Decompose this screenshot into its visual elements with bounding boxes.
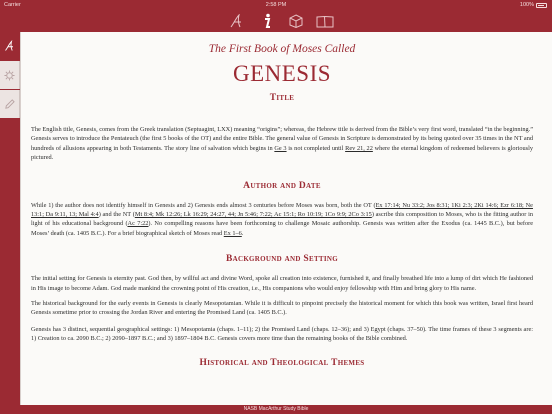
battery-percent: 100% [519, 2, 534, 8]
cube-button[interactable] [285, 12, 307, 30]
side-tab-settings[interactable] [0, 61, 20, 89]
script-a-icon [4, 40, 16, 52]
info-button[interactable] [256, 12, 278, 30]
scripture-link[interactable]: Rev 21, 22 [345, 144, 373, 152]
side-tab-notes[interactable] [0, 90, 20, 118]
pencil-icon [4, 99, 15, 110]
script-a-button[interactable] [226, 12, 248, 30]
info-icon [262, 13, 272, 29]
scripture-link[interactable]: Ge 3 [274, 144, 287, 152]
script-a-icon [229, 14, 245, 28]
side-tab-bar [0, 32, 20, 132]
scripture-link[interactable]: Ex 17:14; Nu 33:2; Jos 8:31; 1Ki 2:3; 2Ki 14:6; Ezr 6:18; Ne 13:1; Da 9:11, 13; Mal 4:4 [31, 201, 533, 219]
status-bar [0, 0, 552, 10]
clock-time: 2:58 PM [265, 2, 287, 8]
top-toolbar [0, 10, 552, 32]
battery-status [520, 2, 547, 8]
battery-icon [536, 3, 547, 8]
section-heading-title: Title [269, 93, 295, 103]
background-paragraph: The historical background for the early events in Genesis is clearly Mesopotamian. While it is difficult to pinpoint precisely the historical moment for which this book was written, Israel first heard Genesis sometime prior to crossing the Jordan River and entering the Promised Land (ca. 1405 B.C.). [31, 300, 533, 317]
scripture-link[interactable]: Ex 1–6 [223, 229, 242, 237]
book-button[interactable] [314, 12, 336, 30]
background-paragraph: The initial setting for Genesis is eternity past. God then, by willful act and divine Word, spoke all creation into existence, furnished it, and finally breathed life into a lump of dirt which He fashioned in His image to become Adam. God made mankind the crowning point of His creation, i.e., His companions who would enjoy fellowship with Him and bring glory to His name. [31, 275, 533, 292]
book-title: GENESIS [232, 61, 332, 86]
author-paragraph: While 1) the author does not identify himself in Genesis and 2) Genesis ends almost 3 centuries before Moses was born, both the OT (Ex 17:14; Nu 33:2; Jos 8:31; 1Ki 2:3; 2Ki 14:6; Ezr 6:18; Ne 13:1; Da 9:11, 13; Mal 4:4) and the NT (Mt 8:4; Mk 12:26; Lk 16:29; 24:27, 44; Jn 5:46; 7:22; Ac 15:1; Ro 10:19; 1Co 9:9; 2Co 3:15) ascribe this composition to Moses, who is the fitting author in light of his educational background (Ac 7:22). No compelling reasons have been forthcoming to challenge Mosaic authorship. Genesis was written after the Exodus (ca. 1445 B.C.), but before Moses’ death (ca. 1405 B.C.). For a brief biographical sketch of Moses read Ex 1–6. [31, 201, 534, 237]
scripture-link[interactable]: Ac 7:22 [127, 220, 149, 228]
background-paragraph: Genesis has 3 distinct, sequential geographical settings: 1) Mesopotamia (chaps. 1–11); 2) the Promised Land (chaps. 12–36); and 3) Egypt (chaps. 37–50). The time frames of these 3 segments are: 1) Creation to ca. 2090 B.C.; 2) 2090–1897 B.C.; and 3) 1897–1804 B.C. Genesis covers more time than the remaining books of the Bible combined. [31, 325, 533, 343]
scripture-link[interactable]: Mt 8:4; Mk 12:26; Lk 16:29; 24:27, 44; Jn 5:46; 7:22; Ac 15:1; Ro 10:19; 1Co 9:9; 2Co 3:15 [134, 211, 372, 219]
title-paragraph: The English title, Genesis, comes from the Greek translation (Septuagint, LXX) meaning “origins”; whereas, the Hebrew title is derived from the Bible’s very first word, translated “in the beginning.” Genesis serves to introduce the Pentateuch (the first 5 books of the OT) and the entire Bible. The general value of Genesis in Scripture is demonstrated by its being quoted over 35 times in the NT and hundreds of allusions appearing in both Testaments. The story line of salvation which begins in Ge 3 is not completed until Rev 21, 22 where the eternal kingdom of redeemed believers is gloriously pictured. [31, 126, 533, 162]
section-heading-themes: Historical and Theological Themes [199, 357, 365, 368]
section-heading-author: Author and Date [243, 180, 321, 191]
bottom-bar: NASB MacArthur Study Bible [0, 405, 552, 414]
carrier-label: Carrier [4, 2, 21, 8]
section-heading-background: Background and Setting [225, 254, 339, 265]
reading-pane[interactable] [20, 32, 552, 405]
side-strip [0, 118, 10, 404]
book-icon [316, 15, 334, 28]
gear-icon [4, 70, 15, 81]
cube-icon [289, 14, 303, 28]
book-subtitle: The First Book of Moses Called [208, 43, 356, 55]
side-tab-script[interactable] [0, 32, 20, 60]
